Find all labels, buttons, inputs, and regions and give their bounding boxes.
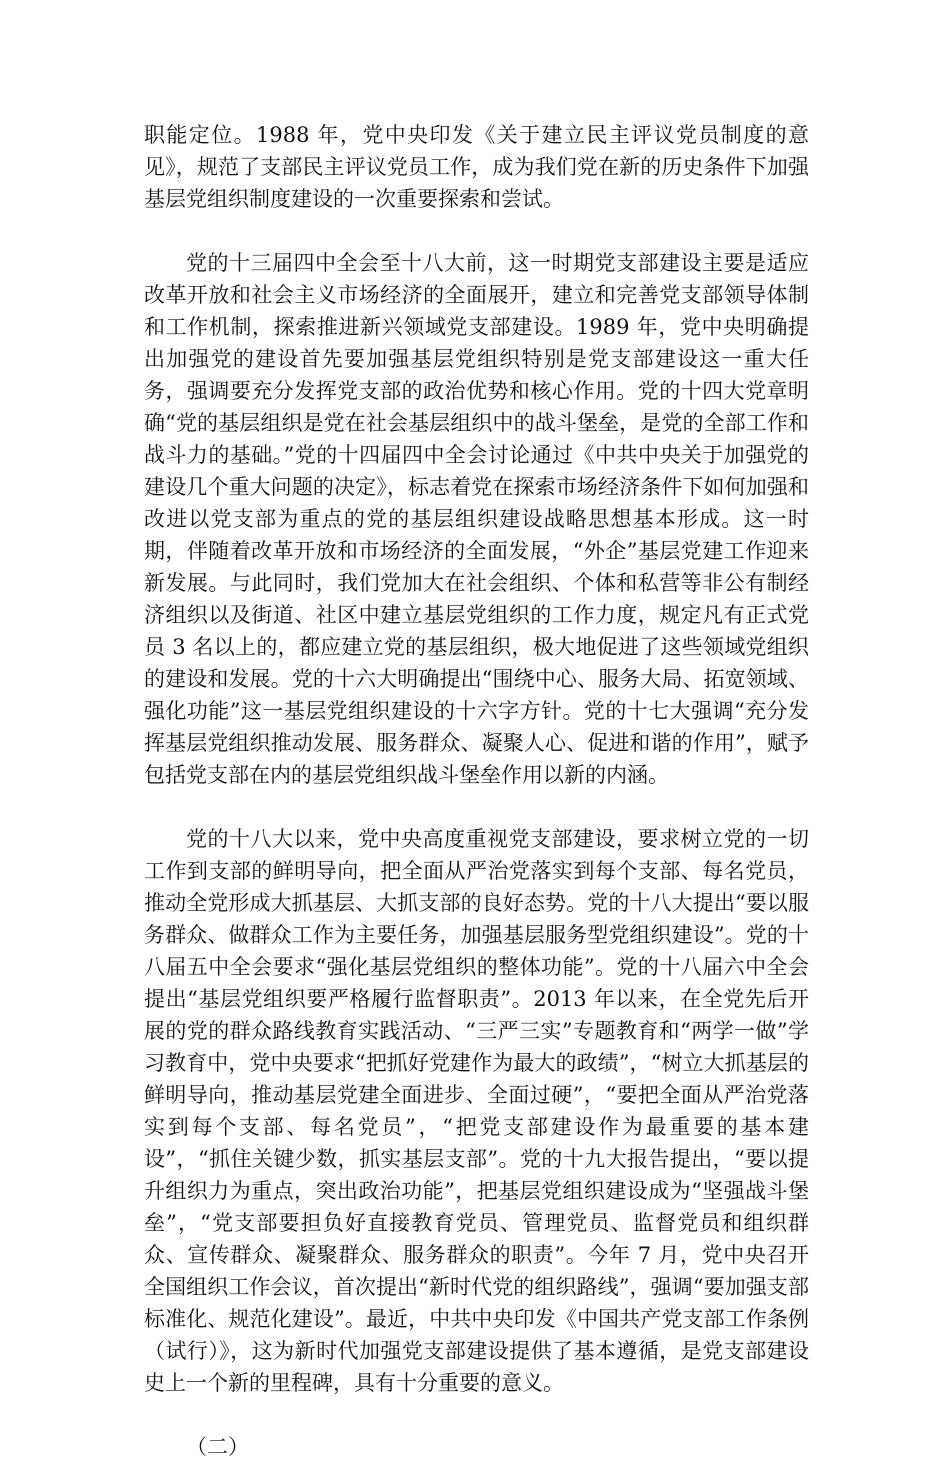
paragraph-1: 职能定位。1988 年，党中央印发《关于建立民主评议党员制度的意见》，规范了支部民主评议党员工作，成为我们党在新的历史条件下加强基层党组织制度建设的一次重要探索和尝试。 [144, 123, 809, 211]
paragraph-gap [144, 791, 809, 823]
paragraph-3: 党的十八大以来，党中央高度重视党支部建设，要求树立党的一切工作到支部的鲜明导向，把全面从严治党落实到每个支部、每名党员，推动全党形成大抓基层、大抓支部的良好态势。党的十八大提出“要以服务群众、做群众工作为主要任务，加强基层服务型党组织建设”。党的十八届五中全会要求“强化基层党组织的整体功能”。党的十八届六中全会提出“基层党组织要严格履行监督职责”。2013 年以来，在全党先后开展的党的群众路线教育实践活动、“三严三实”专题教育和“两学一做”学习教育中，党中央要求“把抓好党建作为最大的政绩”，“树立大抓基层的鲜明导向，推动基层党建全面进步、全面过硬”，“要把全面从严治党落实到每个支部、每名党员”，“把党支部建设作为最重要的基本建设”，“抓住关键少数，抓实基层支部”。党的十九大报告提出，“要以提升组织力为重点，突出政治功能”，把基层党组织建设成为“坚强战斗堡垒”，“党支部要担负好直接教育党员、管理党员、监督党员和组织群众、宣传群众、凝聚群众、服务群众的职责”。今年 7 月，党中央召开全国组织工作会议，首次提出“新时代党的组织路线”，强调“要加强支部标准化、规范化建设”。最近，中共中央印发《中国共产党支部工作条例（试行）》，这为新时代加强党支部建设提供了基本遵循，是党支部建设史上一个新的里程碑，具有十分重要的意义。 [144, 827, 809, 1395]
section-heading: （二） [186, 1435, 249, 1459]
document-page [144, 119, 809, 1463]
paragraph-2: 党的十三届四中全会至十八大前，这一时期党支部建设主要是适应改革开放和社会主义市场经济的全面展开，建立和完善党支部领导体制和工作机制，探索推进新兴领域党支部建设。1989 年，党中央明确提出加强党的建设首先要加强基层党组织特别是党支部建设这一重大任务，强调要充分发挥党支部的政治优势和核心作用。党的十四大党章明确“党的基层组织是党在社会基层组织中的战斗堡垒，是党的全部工作和战斗力的基础。”党的十四届四中全会讨论通过《中共中央关于加强党的建设几个重大问题的决定》，标志着党在探索市场经济条件下如何加强和改进以党支部为重点的党的基层组织建设战略思想基本形成。这一时期，伴随着改革开放和市场经济的全面发展，“外企”基层党建工作迎来新发展。与此同时，我们党加大在社会组织、个体和私营等非公有制经济组织以及街道、社区中建立基层党组织的工作力度，规定凡有正式党员 3 名以上的，都应建立党的基层组织，极大地促进了这些领域党组织的建设和发展。党的十六大明确提出“围绕中心、服务大局、拓宽领域、强化功能”这一基层党组织建设的十六字方针。党的十七大强调“充分发挥基层党组织推动发展、服务群众、凝聚人心、促进和谐的作用”，赋予包括党支部在内的基层党组织战斗堡垒作用以新的内涵。 [144, 251, 809, 787]
paragraph-gap [144, 1399, 809, 1431]
paragraph-gap [144, 215, 809, 247]
